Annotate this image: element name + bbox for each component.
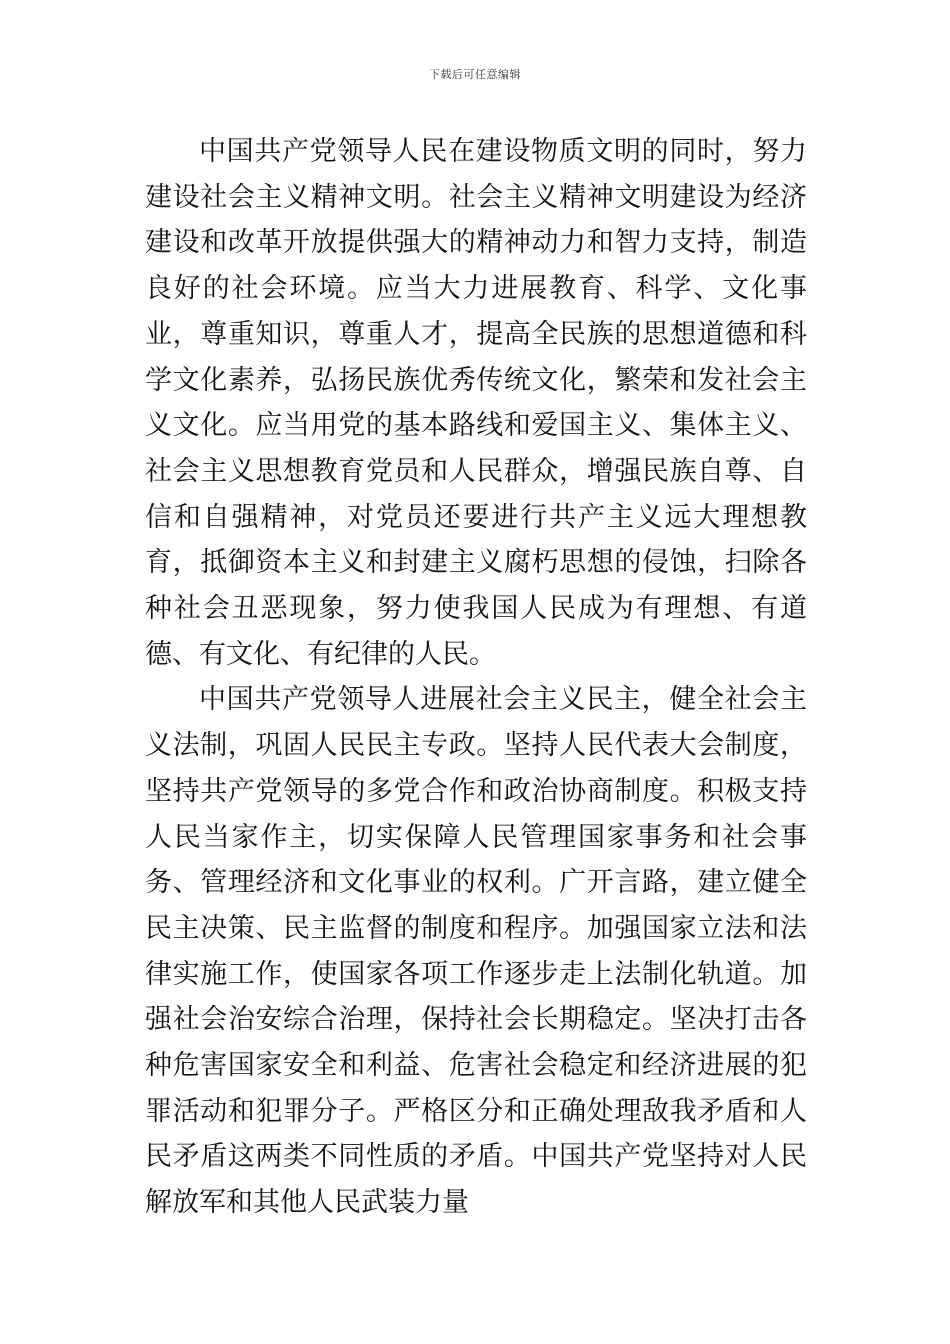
paragraph-socialist-democracy: 中国共产党领导人进展社会主义民主，健全社会主义法制，巩固人民民主专政。坚持人民代表大会制度，坚持共产党领导的多党合作和政治协商制度。积极支持人民当家作主，切实保障人民管理国家事务和社会事务、管理经济和文化事业的权利。广开言路，建立健全民主决策、民主监督的制度和程序。加强国家立法和法律实施工作，使国家各项工作逐步走上法制化轨道。加强社会治安综合治理，保持社会长期稳定。坚决打击各种危害国家安全和利益、危害社会稳定和经济进展的犯罪活动和犯罪分子。严格区分和正确处理敌我矛盾和人民矛盾这两类不同性质的矛盾。中国共产党坚持对人民解放军和其他人民武装力量 [145, 684, 807, 1219]
page-header-note: 下载后可任意编辑 [429, 68, 521, 81]
paragraph-spiritual-civilization: 中国共产党领导人民在建设物质文明的同时，努力建设社会主义精神文明。社会主义精神文明建设为经济建设和改革开放提供强大的精神动力和智力支持，制造良好的社会环境。应当大力进展教育、科学、文化事业，尊重知识，尊重人才，提高全民族的思想道德和科学文化素养，弘扬民族优秀传统文化，繁荣和发社会主义文化。应当用党的基本路线和爱国主义、集体主义、社会主义思想教育党员和人民群众，增强民族自尊、自信和自强精神，对党员还要进行共产主义远大理想教育，抵御资本主义和封建主义腐朽思想的侵蚀，扫除各种社会丑恶现象，努力使我国人民成为有理想、有道德、有文化、有纪律的人民。 [145, 136, 807, 670]
document-body [145, 129, 807, 1226]
